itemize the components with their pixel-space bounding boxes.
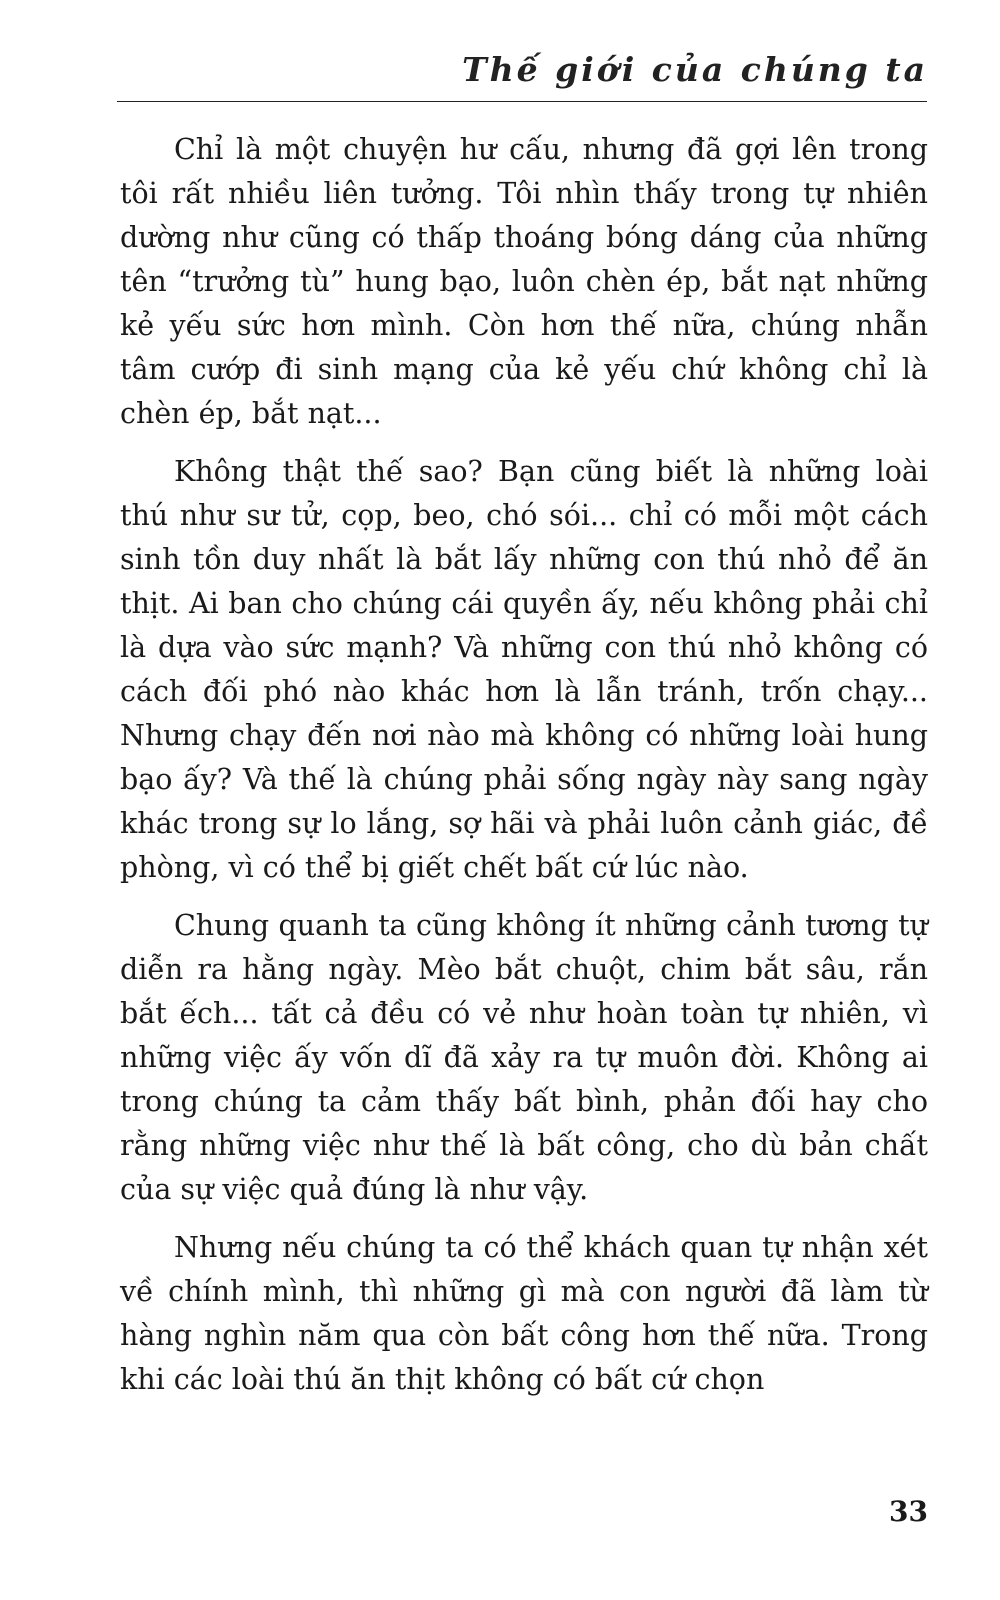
paragraph-2: Không thật thế sao? Bạn cũng biết là những loài thú như sư tử, cọp, beo, chó sói... chỉ có mỗi một cách sinh tồn duy nhất là bắt lấy những con thú nhỏ để ăn thịt. Ai ban cho chúng cái quyền ấy, nếu không phải chỉ là dựa vào sức mạnh? Và những con thú nhỏ không có cách đối phó nào khác hơn là lẫn tránh, trốn chạy... Nhưng chạy đến nơi nào mà không có những loài hung bạo ấy? Và thế là chúng phải sống ngày này sang ngày khác trong sự lo lắng, sợ hãi và phải luôn cảnh giác, đề phòng, vì có thể bị giết chết bất cứ lúc nào. — [120, 455, 928, 884]
paragraph-3: Chung quanh ta cũng không ít những cảnh tương tự diễn ra hằng ngày. Mèo bắt chuột, chim bắt sâu, rắn bắt ếch... tất cả đều có vẻ như hoàn toàn tự nhiên, vì những việc ấy vốn dĩ đã xảy ra tự muôn đời. Không ai trong chúng ta cảm thấy bất bình, phản đối hay cho rằng những việc như thế là bất công, cho dù bản chất của sự việc quả đúng là như vậy. — [120, 909, 928, 1206]
page-number: 33 — [889, 1495, 928, 1528]
paragraph-1: Chỉ là một chuyện hư cấu, nhưng đã gợi lên trong tôi rất nhiều liên tưởng. Tôi nhìn thấy trong tự nhiên dường như cũng có thấp thoáng bóng dáng của những tên “trưởng tù” hung bạo, luôn chèn ép, bắt nạt những kẻ yếu sức hơn mình. Còn hơn thế nữa, chúng nhẫn tâm cướp đi sinh mạng của kẻ yếu chứ không chỉ là chèn ép, bắt nạt... — [120, 133, 928, 430]
page-body — [120, 128, 928, 1416]
paragraph-4: Nhưng nếu chúng ta có thể khách quan tự nhận xét về chính mình, thì những gì mà con người đã làm từ hàng nghìn năm qua còn bất công hơn thế nữa. Trong khi các loài thú ăn thịt không có bất cứ chọn — [120, 1231, 928, 1396]
header-divider — [117, 101, 927, 102]
running-header-title: Thế giới của chúng ta — [462, 50, 928, 89]
